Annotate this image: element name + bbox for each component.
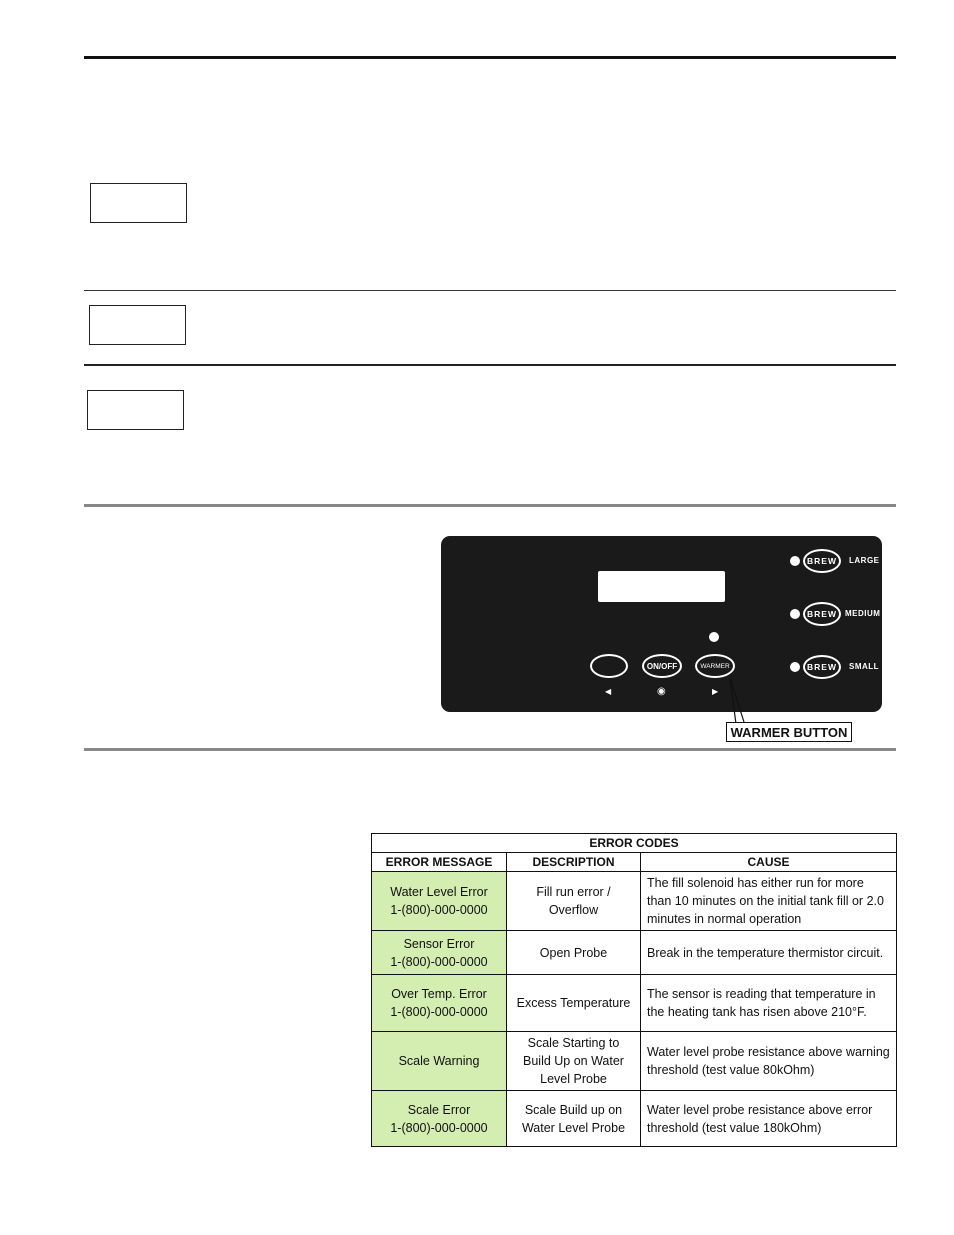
description-cell: Scale Starting to Build Up on Water Level Probe <box>507 1032 641 1091</box>
warmer-button[interactable]: WARMER <box>695 654 735 678</box>
header-error-message: ERROR MESSAGE <box>372 853 507 872</box>
error-message-cell: Over Temp. Error 1-(800)-000-0000 <box>372 975 507 1032</box>
table-row <box>372 931 897 975</box>
section-divider-4 <box>84 748 896 751</box>
error-message-cell: Scale Error 1-(800)-000-0000 <box>372 1091 507 1147</box>
center-target-icon: ◉ <box>657 686 666 697</box>
description-cell: Open Probe <box>507 931 641 975</box>
brew-large-button[interactable]: BREW <box>803 549 841 573</box>
error-message-cell: Scale Warning <box>372 1032 507 1091</box>
cause-cell: Water level probe resistance above warning threshold (test value 80kOhm) <box>641 1032 897 1091</box>
on-off-button[interactable]: ON/OFF <box>642 654 682 678</box>
display-box-2 <box>89 305 186 345</box>
top-rule <box>84 56 896 59</box>
blank-button[interactable] <box>590 654 628 678</box>
small-indicator-led <box>790 662 800 672</box>
table-row <box>372 872 897 931</box>
description-cell: Scale Build up on Water Level Probe <box>507 1091 641 1147</box>
section-divider-3 <box>84 504 896 507</box>
callout-leader <box>700 676 780 726</box>
error-message-cell: Sensor Error 1-(800)-000-0000 <box>372 931 507 975</box>
panel-display <box>598 571 725 602</box>
left-arrow-icon: ◀ <box>605 687 612 696</box>
warmer-indicator-led <box>709 632 719 642</box>
cause-cell: Break in the temperature thermistor circuit. <box>641 931 897 975</box>
header-description: DESCRIPTION <box>507 853 641 872</box>
warmer-button-callout: WARMER BUTTON <box>726 722 852 742</box>
cause-cell: The sensor is reading that temperature in the heating tank has risen above 210°F. <box>641 975 897 1032</box>
small-size-label: SMALL <box>849 662 880 671</box>
error-message-cell: Water Level Error 1-(800)-000-0000 <box>372 872 507 931</box>
description-cell: Excess Temperature <box>507 975 641 1032</box>
medium-size-label: MEDIUM <box>845 609 881 618</box>
brew-small-button[interactable]: BREW <box>803 655 841 679</box>
medium-indicator-led <box>790 609 800 619</box>
display-box-3 <box>87 390 184 430</box>
section-divider-1 <box>84 290 896 291</box>
large-indicator-led <box>790 556 800 566</box>
right-arrow-icon: ▶ <box>712 687 719 696</box>
section-divider-2 <box>84 364 896 366</box>
error-codes-table <box>371 833 897 1147</box>
cause-cell: Water level probe resistance above error threshold (test value 180kOhm) <box>641 1091 897 1147</box>
control-panel <box>441 536 882 712</box>
table-row <box>372 1032 897 1091</box>
header-cause: CAUSE <box>641 853 897 872</box>
display-box-1 <box>90 183 187 223</box>
table-title: ERROR CODES <box>372 834 897 853</box>
large-size-label: LARGE <box>849 556 880 565</box>
cause-cell: The fill solenoid has either run for more than 10 minutes on the initial tank fill or 2.0 minutes in normal operation <box>641 872 897 931</box>
table-row <box>372 975 897 1032</box>
brew-medium-button[interactable]: BREW <box>803 602 841 626</box>
table-row <box>372 1091 897 1147</box>
description-cell: Fill run error / Overflow <box>507 872 641 931</box>
